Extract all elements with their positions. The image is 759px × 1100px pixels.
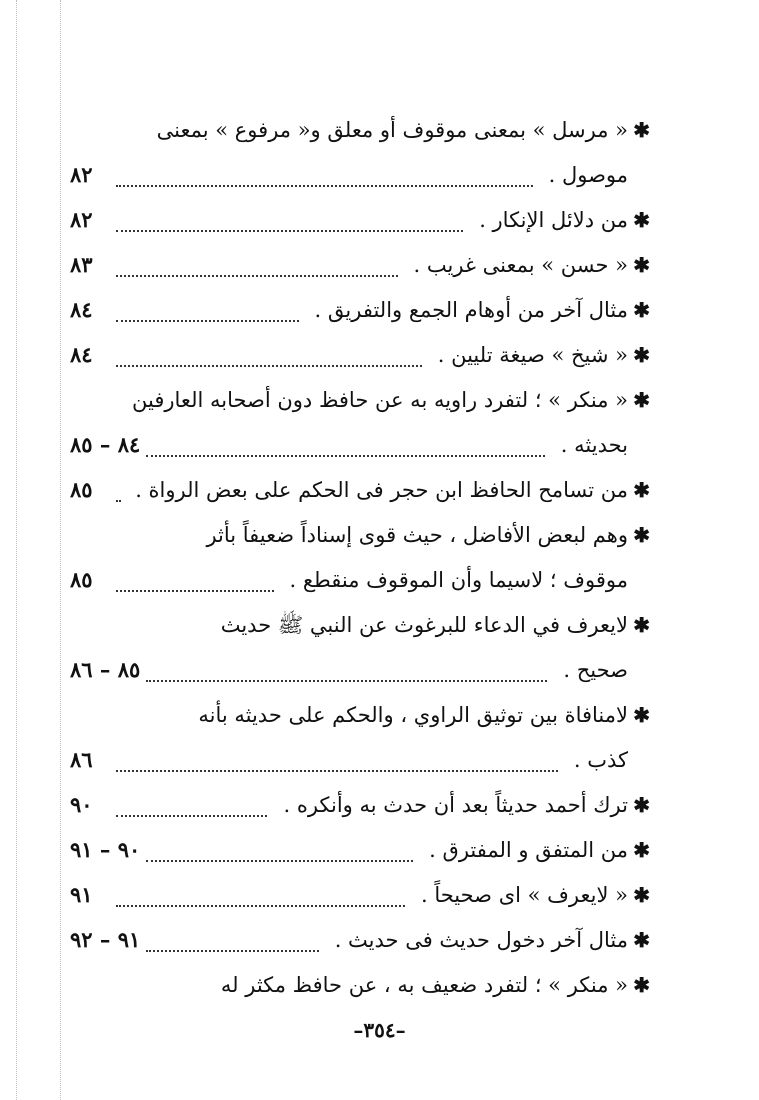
dot-leader xyxy=(146,860,413,862)
toc-entry-text: موقوف ؛ لاسيما وأن الموقوف منقطع . xyxy=(289,568,628,592)
toc-entry xyxy=(70,828,650,873)
toc-entry-text: كذب . xyxy=(573,748,628,772)
dot-leader xyxy=(116,500,119,502)
toc-entry xyxy=(70,288,650,333)
toc-entry-text: « منكر » ؛ لتفرد ضعيف به ، عن حافظ مكثر له xyxy=(220,973,628,997)
toc-entry-text: « حسن » بمعنى غريب . xyxy=(413,253,628,277)
toc-entry-text: من دلائل الإنكار . xyxy=(479,208,628,232)
toc-entry xyxy=(70,963,650,1008)
toc-entry xyxy=(70,648,650,693)
toc-entry-text: موصول . xyxy=(548,163,628,187)
toc-entry-page: ٨٥ xyxy=(70,477,93,502)
toc-entry xyxy=(70,603,650,648)
toc-entry xyxy=(70,153,650,198)
toc-entry xyxy=(70,198,650,243)
toc-entry xyxy=(70,513,650,558)
toc-entry-text: وهم لبعض الأفاضل ، حيث قوى إسناداً ضعيفاً بأثر xyxy=(206,523,628,547)
dot-leader xyxy=(116,185,533,187)
toc-entry-text: بحديثه . xyxy=(560,433,628,457)
toc-entry-text: « لايعرف » اى صحيحاً . xyxy=(420,883,628,907)
toc-entry-text: من المتفق و المفترق . xyxy=(429,838,628,862)
bullet-icon: ✱ xyxy=(633,928,650,952)
toc-entry-page: ٨٤ xyxy=(70,342,93,367)
toc-entry xyxy=(70,738,650,783)
bullet-icon: ✱ xyxy=(633,298,650,322)
bullet-icon: ✱ xyxy=(633,343,650,367)
toc-entry-page: ٨٣ xyxy=(70,252,93,277)
bullet-icon: ✱ xyxy=(633,478,650,502)
dot-leader xyxy=(116,320,299,322)
bullet-icon: ✱ xyxy=(633,703,650,727)
toc-entry xyxy=(70,423,650,468)
dot-leader xyxy=(116,815,267,817)
toc-entry xyxy=(70,378,650,423)
toc-entry-text: ترك أحمد حديثاً بعد أن حدث به وأنكره . xyxy=(283,793,628,817)
dot-leader xyxy=(116,770,558,772)
toc-entry xyxy=(70,108,650,153)
scan-margin-line xyxy=(60,0,61,1100)
toc-entry-text: لايعرف في الدعاء للبرغوث عن النبي ﷺ حديث xyxy=(220,613,628,637)
dot-leader xyxy=(146,680,547,682)
toc-entry-page: ٩١ xyxy=(70,882,93,907)
bullet-icon: ✱ xyxy=(633,208,650,232)
toc-entry xyxy=(70,333,650,378)
bullet-icon: ✱ xyxy=(633,793,650,817)
toc-entry-text: صحيح . xyxy=(563,658,628,682)
toc-entry-text: « مرسل » بمعنى موقوف أو معلق و« مرفوع » بمعنى xyxy=(156,118,628,142)
toc-entry-page: ٨٤ xyxy=(70,297,93,322)
bullet-icon: ✱ xyxy=(633,523,650,547)
scan-margin-line xyxy=(16,0,17,1100)
page-number: –٣٥٤– xyxy=(353,1018,406,1042)
toc-entry-text: مثال آخر دخول حديث فى حديث . xyxy=(334,928,628,952)
toc-entry xyxy=(70,558,650,603)
table-of-contents xyxy=(70,108,650,1008)
bullet-icon: ✱ xyxy=(633,838,650,862)
dot-leader xyxy=(116,905,405,907)
bullet-icon: ✱ xyxy=(633,118,650,142)
toc-entry-page: ٨٤ – ٨٥ xyxy=(70,432,141,457)
toc-entry-text: مثال آخر من أوهام الجمع والتفريق . xyxy=(314,298,628,322)
toc-entry-page: ٩١ – ٩٢ xyxy=(70,927,141,952)
bullet-icon: ✱ xyxy=(633,613,650,637)
dot-leader xyxy=(116,275,398,277)
toc-entry-page: ٨٢ xyxy=(70,162,93,187)
toc-entry xyxy=(70,468,650,513)
dot-leader xyxy=(116,590,274,592)
toc-entry-text: « منكر » ؛ لتفرد راويه به عن حافظ دون أصحابه العارفين xyxy=(132,388,628,412)
toc-entry xyxy=(70,873,650,918)
dot-leader xyxy=(146,455,545,457)
toc-entry-page: ٨٢ xyxy=(70,207,93,232)
toc-entry-page: ٨٥ xyxy=(70,567,93,592)
bullet-icon: ✱ xyxy=(633,883,650,907)
dot-leader xyxy=(116,230,463,232)
dot-leader xyxy=(146,950,318,952)
toc-entry xyxy=(70,693,650,738)
toc-entry-text: لامنافاة بين توثيق الراوي ، والحكم على حديثه بأنه xyxy=(198,703,628,727)
toc-entry xyxy=(70,918,650,963)
toc-entry-page: ٨٦ xyxy=(70,747,93,772)
bullet-icon: ✱ xyxy=(633,973,650,997)
bullet-icon: ✱ xyxy=(633,253,650,277)
toc-entry-page: ٩٠ – ٩١ xyxy=(70,837,141,862)
toc-entry xyxy=(70,783,650,828)
toc-entry-text: « شيخ » صيغة تليين . xyxy=(437,343,628,367)
toc-entry-page: ٩٠ xyxy=(70,792,93,817)
toc-entry-page: ٨٥ – ٨٦ xyxy=(70,657,141,682)
toc-entry xyxy=(70,243,650,288)
toc-entry-text: من تسامح الحافظ ابن حجر فى الحكم على بعض الرواة . xyxy=(135,478,628,502)
dot-leader xyxy=(116,365,422,367)
bullet-icon: ✱ xyxy=(633,388,650,412)
